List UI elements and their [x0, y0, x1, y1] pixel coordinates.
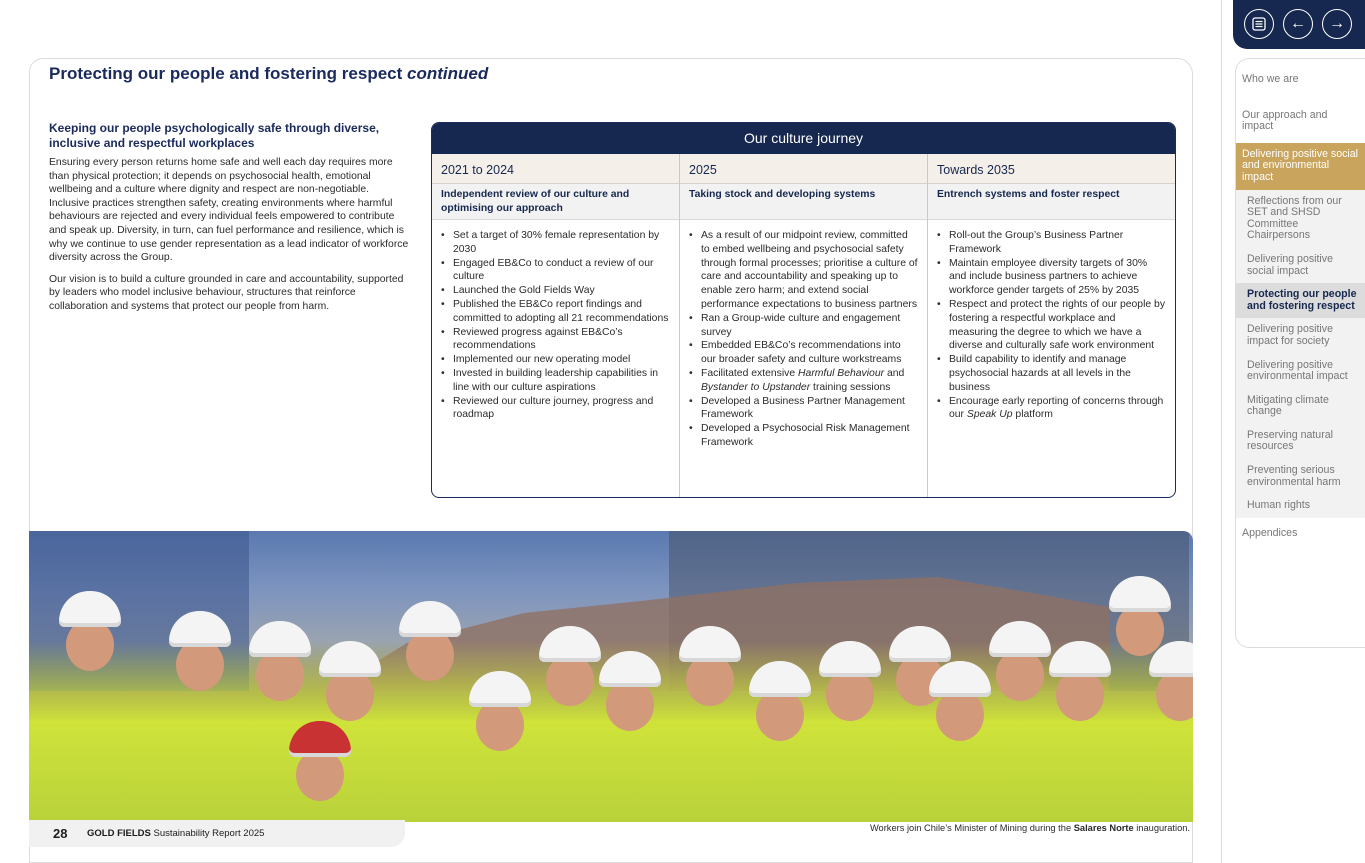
- nav-item[interactable]: Mitigating climate change: [1236, 389, 1365, 424]
- photo-caption: Workers join Chile’s Minister of Mining during the Salares Norte inauguration.: [869, 823, 1190, 833]
- journey-period: Towards 2035: [928, 154, 1175, 184]
- arrow-right-icon[interactable]: →: [1322, 9, 1352, 39]
- journey-list: [928, 220, 1175, 422]
- nav-item[interactable]: Delivering positive social impact: [1236, 248, 1365, 283]
- journey-subtitle: Taking stock and developing systems: [680, 184, 927, 220]
- nav-list: [1236, 59, 1365, 549]
- side-navigation: [1235, 58, 1365, 648]
- journey-subtitle: Independent review of our culture and optimising our approach: [432, 184, 679, 220]
- journey-list-item: • Facilitated extensive Harmful Behaviour and Bystander to Upstander training sessions: [689, 367, 918, 395]
- nav-item[interactable]: Our approach and impact: [1242, 108, 1328, 133]
- page-title: Protecting our people and fostering respect continued: [49, 64, 489, 83]
- journey-list-item: • Build capability to identify and manage psychosocial hazards at all levels in the business: [937, 353, 1166, 394]
- nav-item[interactable]: Delivering positive environmental impact: [1236, 354, 1365, 389]
- journey-list-item: • Set a target of 30% female representation by 2030: [441, 229, 670, 257]
- nav-item[interactable]: Human rights: [1236, 494, 1365, 518]
- nav-item[interactable]: Who we are: [1242, 73, 1299, 85]
- contents-icon[interactable]: [1244, 9, 1274, 39]
- journey-list-item: • Reviewed our culture journey, progress and roadmap: [441, 395, 670, 423]
- nav-item[interactable]: Protecting our people and fostering respect: [1236, 283, 1365, 318]
- journey-list-item: • Launched the Gold Fields Way: [441, 284, 670, 298]
- culture-journey-columns: [432, 154, 1175, 497]
- journey-period: 2021 to 2024: [432, 154, 679, 184]
- journey-list: [432, 220, 679, 422]
- hard-hat-icon: [399, 601, 461, 637]
- journey-list: [680, 220, 927, 450]
- journey-list-item: • Reviewed progress against EB&Co’s recommendations: [441, 326, 670, 354]
- journey-column: [928, 154, 1175, 497]
- journey-list-item: • Maintain employee diversity targets of 30% and include business partners to achieve workforce gender targets of 25% by 2035: [937, 257, 1166, 298]
- nav-item[interactable]: Preserving natural resources: [1236, 424, 1365, 459]
- page-number: 28: [53, 826, 68, 841]
- journey-list-item: • Implemented our new operating model: [441, 353, 670, 367]
- report-name: GOLD FIELDS Sustainability Report 2025: [87, 828, 265, 839]
- journey-list-item: • Published the EB&Co report findings and committed to adopting all 21 recommendations: [441, 298, 670, 326]
- journey-list-item: • Embedded EB&Co’s recommendations into our broader safety and culture workstreams: [689, 339, 918, 367]
- nav-toolbar: [1233, 0, 1365, 49]
- journey-list-item: • Developed a Psychosocial Risk Management Framework: [689, 422, 918, 450]
- journey-period: 2025: [680, 154, 927, 184]
- hard-hat-icon: [249, 621, 311, 657]
- journey-list-item: • Developed a Business Partner Management Framework: [689, 395, 918, 423]
- journey-list-item: • Encourage early reporting of concerns through our Speak Up platform: [937, 395, 1166, 423]
- culture-journey-title: Our culture journey: [432, 123, 1175, 154]
- journey-list-item: • Respect and protect the rights of our people by fostering a respectful workplace and measuring the degree to which we have a diverse and culturally safe work environment: [937, 298, 1166, 353]
- journey-list-item: • Ran a Group-wide culture and engagement survey: [689, 312, 918, 340]
- journey-column: [680, 154, 928, 497]
- nav-divider: [1221, 0, 1222, 863]
- journey-column: [432, 154, 680, 497]
- culture-journey-table: [431, 122, 1176, 498]
- nav-item[interactable]: Preventing serious environmental harm: [1236, 459, 1365, 494]
- nav-item[interactable]: Delivering positive impact for society: [1236, 318, 1365, 353]
- contents-icon-glyph: [1251, 16, 1267, 32]
- journey-list-item: • Roll-out the Group’s Business Partner Framework: [937, 229, 1166, 257]
- nav-item[interactable]: Appendices: [1242, 526, 1298, 539]
- journey-subtitle: Entrench systems and foster respect: [928, 184, 1175, 220]
- intro-section: [49, 121, 409, 322]
- section-heading: Keeping our people psychologically safe through diverse, inclusive and respectful workplaces: [49, 121, 380, 150]
- journey-list-item: • As a result of our midpoint review, committed to embed wellbeing and psychosocial safety through formal processes; prioritise a culture of care and accountability and speaking up to enable zero harm; and extend social performance expectations to business partners: [689, 229, 918, 312]
- workers-photo: [29, 531, 1193, 822]
- vision-paragraph: Our vision is to build a culture grounded in care and accountability, supported by leaders who model inclusive behaviour, structures that reinforce collaboration and systems that protect our people from harm.: [49, 273, 404, 312]
- arrow-left-icon[interactable]: ←: [1283, 9, 1313, 39]
- intro-paragraph: Ensuring every person returns home safe and well each day requires more than physical protection; it depends on psychosocial health, emotional wellbeing and a culture where dignity and respect are non-negotiable. Inclusive practices strengthen safety, creating environments where harmful behaviours are rejected and every individual feels empowered to contribute and speak up. Diversity, in turn, can fuel performance and resilience, which is why we continue to use gender representation as a lead indicator of workforce diversity across the Group.: [49, 157, 409, 264]
- journey-list-item: • Engaged EB&Co to conduct a review of our culture: [441, 257, 670, 285]
- nav-item[interactable]: Reflections from our SET and SHSD Committee Chairpersons: [1236, 190, 1365, 248]
- nav-item[interactable]: Delivering positive social and environmental impact: [1236, 143, 1365, 190]
- journey-list-item: • Invested in building leadership capabilities in line with our culture aspirations: [441, 367, 670, 395]
